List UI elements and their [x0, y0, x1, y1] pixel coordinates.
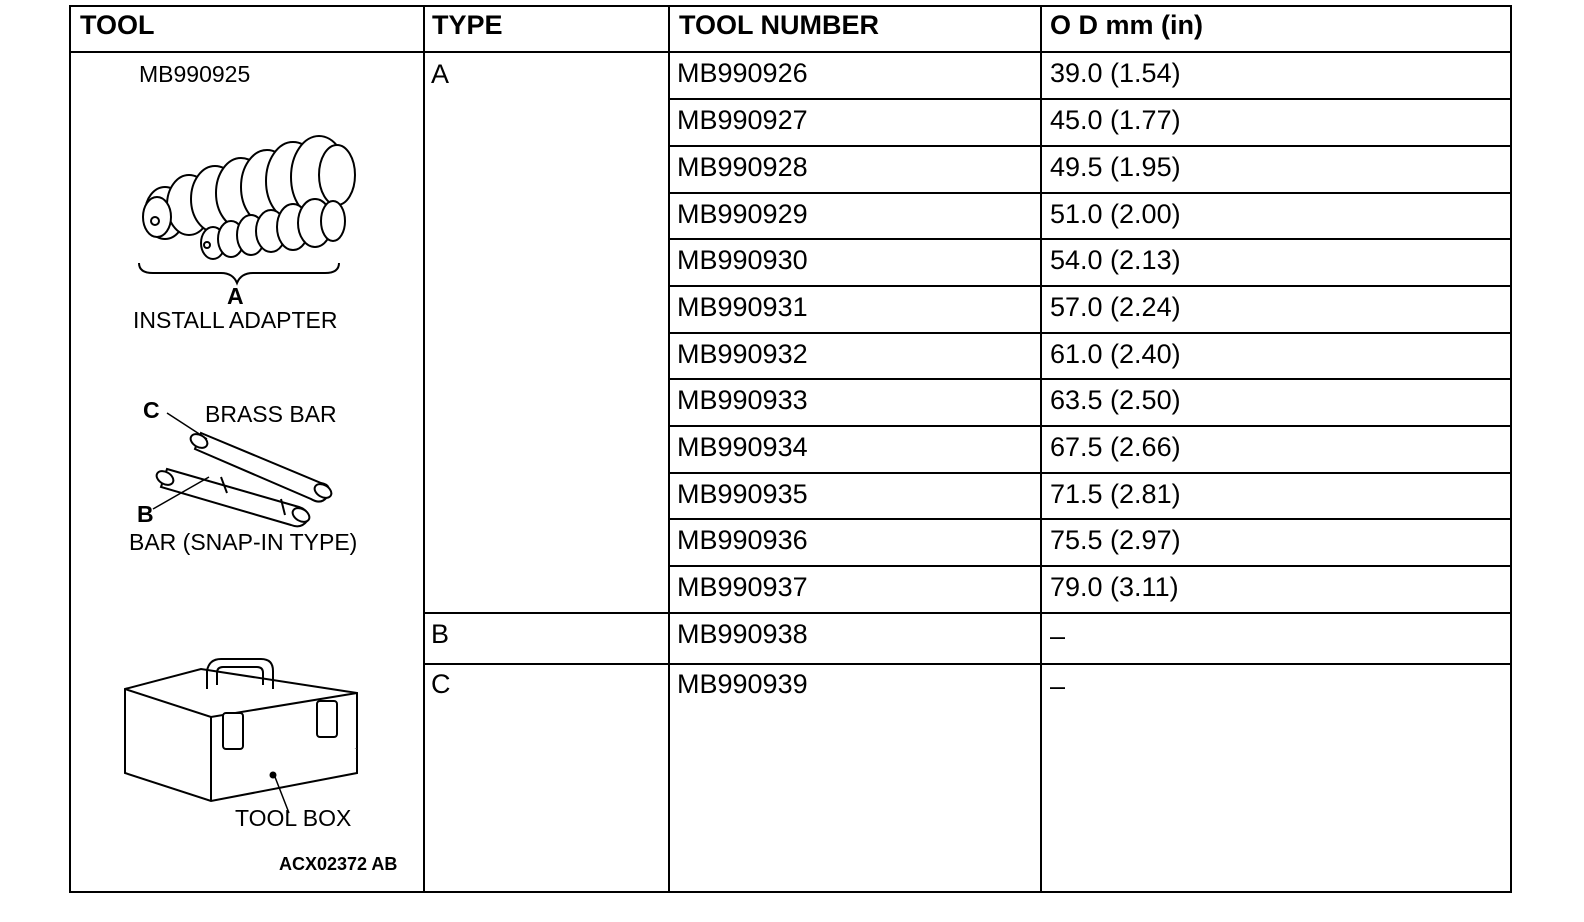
tool-number-cell: MB990930 [677, 245, 808, 275]
row-divider [668, 145, 1510, 147]
od-cell: 63.5 (2.50) [1050, 385, 1181, 415]
od-cell: 51.0 (2.00) [1050, 199, 1181, 229]
row-divider [668, 565, 1510, 567]
figure-code: ACX02372 AB [279, 854, 398, 874]
tool-number-cell: MB990936 [677, 525, 808, 555]
tool-number-cell: MB990926 [677, 58, 808, 88]
od-cell: 54.0 (2.13) [1050, 245, 1181, 275]
tool-illustration [71, 53, 425, 893]
row-divider [668, 332, 1510, 334]
row-divider [668, 238, 1510, 240]
row-divider [668, 192, 1510, 194]
tool-number-cell: MB990932 [677, 339, 808, 369]
od-cell: 67.5 (2.66) [1050, 432, 1181, 462]
leader-line-c [167, 413, 207, 439]
tool-number-cell: MB990934 [677, 432, 808, 462]
install-adapter-label: INSTALL ADAPTER [133, 307, 338, 333]
column-divider [1040, 7, 1042, 891]
type-b-label: B [431, 619, 450, 649]
tool-table [69, 5, 1512, 893]
od-cell: – [1050, 671, 1066, 701]
row-divider [668, 518, 1510, 520]
header-tool-number: TOOL NUMBER [679, 10, 880, 40]
od-cell: 75.5 (2.97) [1050, 525, 1181, 555]
row-divider [668, 98, 1510, 100]
header-od: O D mm (in) [1050, 10, 1203, 40]
tool-number-cell: MB990938 [677, 619, 808, 649]
column-divider [668, 7, 670, 891]
od-cell: 39.0 (1.54) [1050, 58, 1181, 88]
header-type: TYPE [432, 10, 503, 40]
type-c-label: C [431, 669, 451, 699]
tool-number-cell: MB990927 [677, 105, 808, 135]
header-tool: TOOL [80, 10, 155, 40]
callout-a: A [227, 283, 244, 309]
snap-in-bar-label: BAR (SNAP-IN TYPE) [129, 529, 358, 555]
od-cell: 57.0 (2.24) [1050, 292, 1181, 322]
od-cell: 49.5 (1.95) [1050, 152, 1181, 182]
tool-number-cell: MB990928 [677, 152, 808, 182]
tool-drawing [71, 53, 425, 893]
row-divider [668, 425, 1510, 427]
bars-icon [154, 431, 334, 526]
tool-number-cell: MB990929 [677, 199, 808, 229]
row-divider [668, 378, 1510, 380]
brass-bar-label: BRASS BAR [205, 401, 337, 427]
row-divider [668, 472, 1510, 474]
od-cell: 61.0 (2.40) [1050, 339, 1181, 369]
tool-number-cell: MB990935 [677, 479, 808, 509]
callout-c: C [143, 397, 160, 423]
adapter-set-icon [143, 136, 355, 259]
tool-number-cell: MB990933 [677, 385, 808, 415]
tool-number-cell: MB990931 [677, 292, 808, 322]
row-divider [668, 285, 1510, 287]
type-a-label: A [431, 59, 450, 89]
group-divider [423, 612, 1510, 614]
group-divider [423, 663, 1510, 665]
set-number-label: MB990925 [139, 61, 251, 87]
od-cell: – [1050, 621, 1066, 651]
brace-icon [139, 263, 339, 283]
tool-number-cell: MB990939 [677, 669, 808, 699]
tool-box-icon [125, 659, 357, 801]
od-cell: 71.5 (2.81) [1050, 479, 1181, 509]
callout-b: B [137, 501, 154, 527]
od-cell: 45.0 (1.77) [1050, 105, 1181, 135]
tool-box-label: TOOL BOX [235, 805, 352, 831]
od-cell: 79.0 (3.11) [1050, 572, 1179, 602]
tool-number-cell: MB990937 [677, 572, 808, 602]
